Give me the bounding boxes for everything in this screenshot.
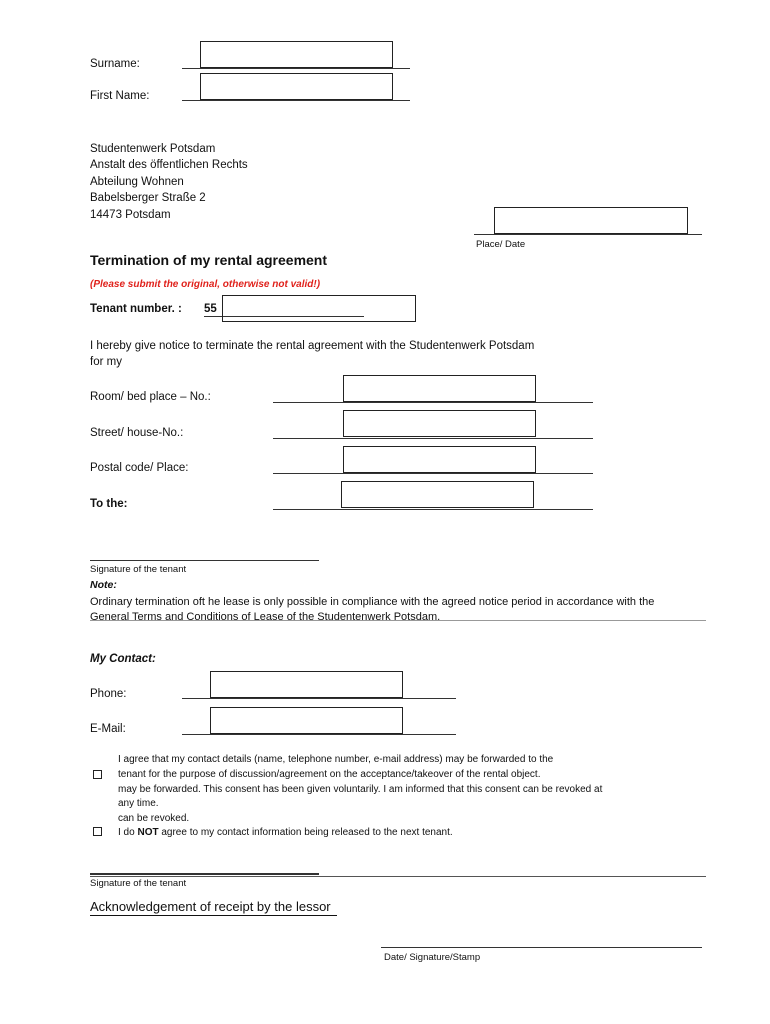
- street-underline: [273, 438, 593, 439]
- first-name-input[interactable]: [200, 73, 393, 100]
- consent-disagree-text: I do NOT agree to my contact information being released to the next tenant.: [118, 827, 453, 838]
- tenant-number-label: Tenant number. :: [90, 303, 182, 315]
- warning-text: (Please submit the original, otherwise not valid!): [90, 279, 321, 290]
- to-underline: [273, 509, 593, 510]
- consent-agree-text: can be revoked.: [118, 813, 190, 824]
- note-text: General Terms and Conditions of Lease of the Studentenwerk Potsdam.: [90, 611, 441, 623]
- postal-input[interactable]: [343, 446, 536, 473]
- phone-label: Phone:: [90, 688, 127, 700]
- agree-checkbox[interactable]: [93, 770, 102, 779]
- postal-underline: [273, 473, 593, 474]
- date-signature-stamp-label: Date/ Signature/Stamp: [384, 952, 481, 963]
- address-line: Studentenwerk Potsdam: [90, 143, 216, 155]
- tenant-number-input[interactable]: [222, 295, 416, 322]
- notice-text: for my: [90, 356, 122, 368]
- room-input[interactable]: [343, 375, 536, 402]
- signature-label: Signature of the tenant: [90, 878, 187, 889]
- consent-agree-text: may be forwarded. This consent has been given voluntarily. I am informed that this consent can be revoked at: [118, 784, 603, 795]
- first-name-underline: [182, 100, 410, 101]
- address-line: Babelsberger Straße 2: [90, 192, 206, 204]
- note-text: Ordinary termination oft he lease is only possible in compliance with the agreed notice period in accordance with the: [90, 596, 655, 608]
- first-name-label: First Name:: [90, 90, 150, 102]
- surname-input[interactable]: [200, 41, 393, 68]
- to-label: To the:: [90, 498, 128, 510]
- phone-input[interactable]: [210, 671, 403, 698]
- postal-label: Postal code/ Place:: [90, 462, 189, 474]
- section-divider: [90, 876, 706, 877]
- place-date-label: Place/ Date: [476, 239, 526, 250]
- address-line: 14473 Potsdam: [90, 209, 171, 221]
- tenant-number-value: 55: [204, 303, 217, 315]
- email-label: E-Mail:: [90, 723, 126, 735]
- surname-underline: [182, 68, 410, 69]
- notice-text: I hereby give notice to terminate the rental agreement with the Studentenwerk Potsdam: [90, 340, 535, 352]
- consent-agree-text: I agree that my contact details (name, telephone number, e-mail address) may be forwarded to the: [118, 754, 554, 765]
- consent-agree-text: tenant for the purpose of discussion/agreement on the acceptance/takeover of the rental object.: [118, 769, 541, 780]
- address-line: Anstalt des öffentlichen Rechts: [90, 159, 248, 171]
- note-divider: [90, 620, 706, 621]
- surname-label: Surname:: [90, 58, 140, 70]
- acknowledgement-heading: Acknowledgement of receipt by the lessor: [90, 899, 337, 916]
- signature-line[interactable]: [90, 873, 319, 875]
- address-line: Abteilung Wohnen: [90, 176, 184, 188]
- page-title: Termination of my rental agreement: [90, 252, 328, 268]
- phone-underline: [182, 698, 456, 699]
- place-date-input[interactable]: [494, 207, 688, 234]
- street-input[interactable]: [343, 410, 536, 437]
- email-input[interactable]: [210, 707, 403, 734]
- contact-heading: My Contact:: [90, 653, 156, 665]
- place-date-underline: [474, 234, 702, 235]
- signature-label: Signature of the tenant: [90, 564, 187, 575]
- disagree-checkbox[interactable]: [93, 827, 102, 836]
- to-input[interactable]: [341, 481, 534, 508]
- room-label: Room/ bed place – No.:: [90, 391, 211, 403]
- date-signature-stamp-line[interactable]: [381, 947, 702, 948]
- signature-line[interactable]: [90, 560, 319, 561]
- street-label: Street/ house-No.:: [90, 427, 184, 439]
- note-heading: Note:: [90, 579, 117, 591]
- room-underline: [273, 402, 593, 403]
- consent-agree-text: any time.: [118, 798, 159, 809]
- email-underline: [182, 734, 456, 735]
